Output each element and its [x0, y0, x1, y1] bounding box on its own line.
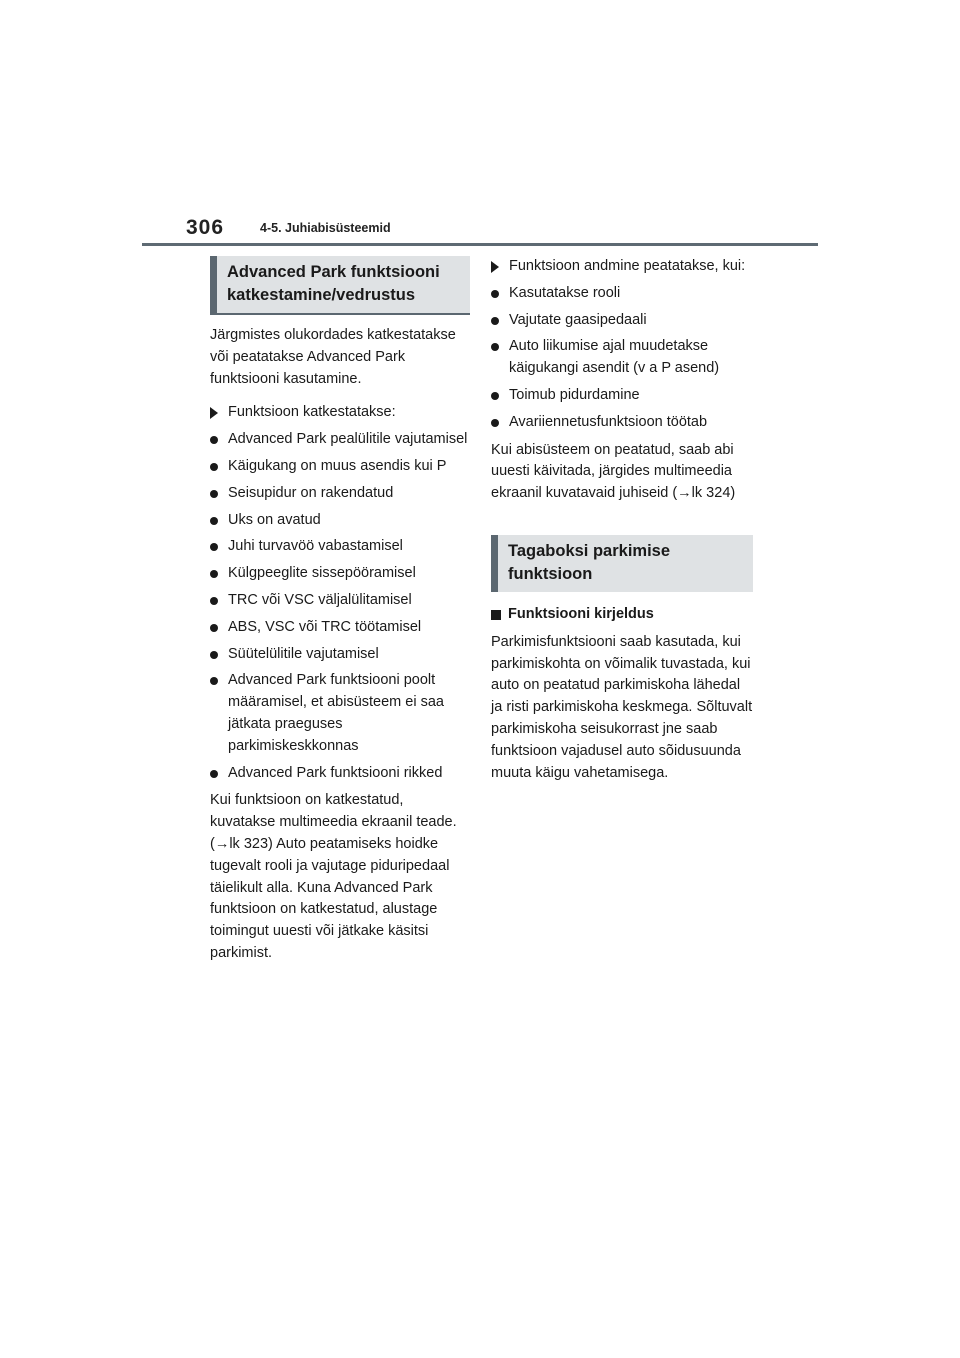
list-item-text: Uks on avatud	[228, 511, 321, 528]
list-item	[491, 385, 753, 407]
spacer	[491, 517, 753, 535]
subheading-text: Funktsiooni kirjeldus	[508, 605, 654, 622]
bullet-icon	[210, 677, 218, 685]
pause-conditions-list	[491, 283, 753, 434]
bullet-icon	[491, 392, 499, 400]
list-item-text: Advanced Park pealülitile vajutamisel	[228, 431, 468, 448]
section-heading-cancel: Advanced Park funktsiooni katkestamine/vedrustus	[210, 256, 470, 315]
list-item-text: Külgpeeglite sissepööramisel	[228, 565, 416, 582]
list-item	[210, 429, 470, 451]
bullet-icon	[210, 770, 218, 778]
list-item-text: Avariiennetusfunktsioon töötab	[509, 413, 708, 430]
list-item-text: Auto liikumise ajal muudetakse käigukangi asendit (v a P asend)	[509, 338, 720, 377]
list-item-text: Seisupidur on rakendatud	[228, 484, 394, 501]
bullet-icon	[491, 317, 499, 325]
bullet-icon	[210, 517, 218, 525]
bullet-icon	[210, 436, 218, 444]
bullet-icon	[210, 463, 218, 471]
bullet-icon	[491, 343, 499, 351]
bullet-icon	[210, 597, 218, 605]
list-item	[210, 483, 470, 505]
bullet-icon	[491, 419, 499, 427]
arrow-label-text: Funktsioon andmine peatatakse, kui:	[509, 258, 746, 274]
list-item	[210, 456, 470, 478]
bullet-icon	[210, 624, 218, 632]
right-column	[491, 256, 753, 796]
list-item-text: Toimub pidurdamine	[509, 386, 640, 403]
intro-paragraph: Järgmistes olukordades katkestatakse või peatatakse Advanced Park funktsiooni kasutamine.	[210, 327, 456, 387]
list-item	[210, 644, 470, 666]
bullet-icon	[210, 651, 218, 659]
list-item	[210, 590, 470, 612]
square-bullet-icon	[491, 610, 501, 620]
list-item	[491, 310, 753, 332]
outro-paragraph: Kui funktsioon on katkestatud, kuvatakse multimeedia ekraanil teade. (→lk 323) Auto peatamiseks hoidke tugevalt rooli ja vajutage piduripedaal täielikult alla. Kuna Advanced Park funktsioon on katkestatud, alustage toimingut uuesti või jätkake käsitsi parkimist.	[210, 792, 457, 961]
resume-paragraph: Kui abisüsteem on peatatud, saab abi uuesti käivitada, järgides multimeedia ekraanil kuvatavaid juhiseid (→lk 324)	[491, 441, 736, 502]
list-item-text: Käigukang on muus asendis kui P	[228, 457, 447, 474]
arrow-label-cancel	[210, 402, 470, 424]
bullet-icon	[491, 290, 499, 298]
arrow-label-text: Funktsioon katkestatakse:	[228, 404, 396, 421]
bullet-icon	[210, 570, 218, 578]
cancel-conditions-list	[210, 429, 470, 784]
triangle-arrow-icon	[210, 407, 218, 419]
list-item	[491, 283, 753, 305]
header-divider	[142, 243, 818, 246]
list-item	[210, 670, 470, 757]
list-item	[210, 563, 470, 585]
left-column	[210, 256, 470, 977]
list-item	[210, 763, 470, 785]
list-item	[210, 510, 470, 532]
subheading-function-description	[491, 604, 753, 626]
list-item-text: Kasutatakse rooli	[509, 284, 621, 301]
list-item-text: ABS, VSC või TRC töötamisel	[228, 618, 422, 635]
triangle-arrow-icon	[491, 261, 499, 273]
list-item-text: TRC või VSC väljalülitamisel	[228, 591, 412, 608]
section-title: 4-5. Juhiabisüsteemid	[260, 221, 391, 235]
list-item-text: Advanced Park funktsiooni rikked	[228, 764, 443, 781]
list-item	[491, 412, 753, 434]
list-item	[210, 536, 470, 558]
list-item-text: Advanced Park funktsiooni poolt määramisel, et abisüsteem ei saa jätkata praeguses parkimiskeskkonnas	[228, 672, 444, 754]
bullet-icon	[210, 490, 218, 498]
arrow-label-pause	[491, 256, 753, 278]
page-number: 306	[186, 216, 225, 239]
list-item-text: Juhi turvavöö vabastamisel	[228, 538, 403, 555]
list-item-text: Süütelülitile vajutamisel	[228, 645, 379, 662]
section-heading-reverse-parking: Tagaboksi parkimise funktsioon	[491, 535, 753, 592]
description-paragraph: Parkimisfunktsiooni saab kasutada, kui parkimiskohta on võimalik tuvastada, kui auto on peatatud parkimiskoha lähedal ja risti parkimiskoha keskmega. Sõltuvalt parkimiskoha seisukorrast jne saab funktsioon vajadusel auto sõidusuunda muuta käigu vahetamisega.	[491, 633, 753, 781]
list-item	[210, 617, 470, 639]
list-item	[491, 336, 753, 380]
list-item-text: Vajutate gaasipedaali	[509, 311, 647, 328]
bullet-icon	[210, 543, 218, 551]
